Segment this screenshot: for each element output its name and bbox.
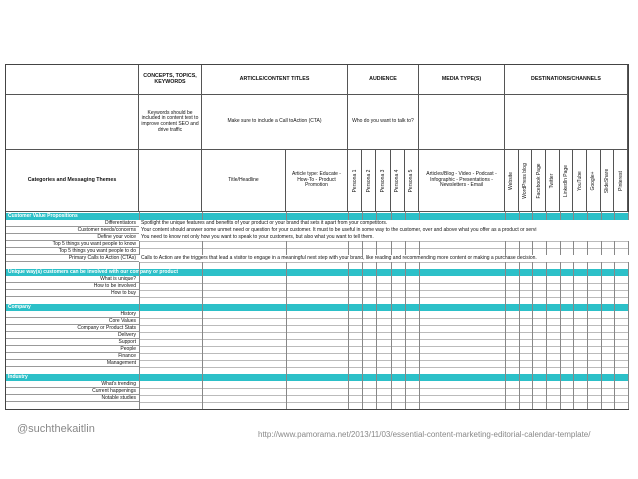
note-keywords: Keywords should be included in content text to improve content SEO and drive traffic bbox=[139, 95, 202, 150]
row-line bbox=[139, 395, 628, 396]
column-line bbox=[376, 212, 377, 409]
section-header: Company bbox=[6, 304, 628, 311]
article-type-header: Article type: Educate - How-To - Product Promotion bbox=[286, 150, 348, 212]
column-line bbox=[601, 212, 602, 409]
channel-header: Twitter bbox=[546, 150, 560, 212]
persona-header: Persona 1 bbox=[348, 150, 362, 212]
source-url[interactable]: http://www.pamorama.net/2013/11/03/essential-content-marketing-editorial-calendar-template/ bbox=[258, 430, 591, 439]
column-line bbox=[560, 212, 561, 409]
row-label: History bbox=[6, 311, 139, 318]
column-line bbox=[391, 212, 392, 409]
persona-header: Persona 3 bbox=[376, 150, 390, 212]
header-destinations: DESTINATIONS/CHANNELS bbox=[505, 65, 628, 95]
row-label: Company or Product Stats bbox=[6, 325, 139, 332]
note-cta: Make sure to include a Call toAction (CTA) bbox=[202, 95, 348, 150]
row-line bbox=[139, 241, 628, 242]
spreadsheet bbox=[5, 64, 629, 410]
persona-header: Persona 5 bbox=[405, 150, 419, 212]
row-line bbox=[139, 325, 628, 326]
header-audience: AUDIENCE bbox=[348, 65, 419, 95]
column-line bbox=[573, 212, 574, 409]
title-header: Title/Headline bbox=[202, 150, 286, 212]
channel-header: LinkedIn Page bbox=[560, 150, 574, 212]
persona-header: Persona 2 bbox=[362, 150, 376, 212]
media-types-header: Articles/Blog - Video - Podcast - Infographic - Presentations - Newsletters - Email bbox=[419, 150, 505, 212]
column-line bbox=[519, 212, 520, 409]
row-line bbox=[139, 353, 628, 354]
row-label: How to be involved bbox=[6, 283, 139, 290]
row-description: Calls to Action are the triggers that lead a visitor to engage in a meaningful next step with your brand, like reading and recommending more content or making a purchase decision. bbox=[139, 255, 630, 262]
column-line bbox=[505, 212, 506, 409]
row-line bbox=[139, 346, 628, 347]
section-header: Industry bbox=[6, 374, 628, 381]
row-line bbox=[139, 283, 628, 284]
row-label: Customer needs/concerns bbox=[6, 227, 139, 234]
row-label: Management bbox=[6, 360, 139, 367]
channel-header: Website bbox=[505, 150, 519, 212]
row-label: How to buy bbox=[6, 290, 139, 297]
section-header: Customer Value Propositions bbox=[6, 213, 628, 220]
column-line bbox=[546, 212, 547, 409]
row-label: People bbox=[6, 346, 139, 353]
channel-header: Google+ bbox=[587, 150, 601, 212]
column-line bbox=[139, 212, 140, 409]
column-line bbox=[348, 212, 349, 409]
row-label: Core Values bbox=[6, 318, 139, 325]
row-label: Notable studies bbox=[6, 395, 139, 402]
column-line bbox=[532, 212, 533, 409]
channel-header: Pinterest bbox=[614, 150, 628, 212]
section-header: Unique way(s) customers can be involved with our company or product bbox=[6, 269, 628, 276]
persona-header: Persona 4 bbox=[391, 150, 405, 212]
row-label: What is unique? bbox=[6, 276, 139, 283]
row-line bbox=[139, 248, 628, 249]
row-label: Primary Calls to Action (CTAs) bbox=[6, 255, 139, 262]
row-description: You need to know not only how you want to speak to your customers, but also what you want to tell them. bbox=[139, 234, 630, 241]
note-destinations bbox=[505, 95, 628, 150]
column-line bbox=[614, 212, 615, 409]
blank-note bbox=[6, 95, 139, 150]
header-media: MEDIA TYPE(S) bbox=[419, 65, 505, 95]
column-line bbox=[419, 212, 420, 409]
column-line bbox=[405, 212, 406, 409]
blank-sub bbox=[139, 150, 202, 212]
row-label: Top 5 things you want people to know bbox=[6, 241, 139, 248]
row-line bbox=[139, 297, 628, 298]
row-label: Delivery bbox=[6, 332, 139, 339]
row-label: Define your voice bbox=[6, 234, 139, 241]
channel-header: Facebook Page bbox=[532, 150, 546, 212]
row-label: Top 5 things you want people to do bbox=[6, 248, 139, 255]
row-line bbox=[139, 402, 628, 403]
note-media bbox=[419, 95, 505, 150]
header-article: ARTICLE/CONTENT TITLES bbox=[202, 65, 348, 95]
row-label: Differentiators bbox=[6, 220, 139, 227]
column-line bbox=[362, 212, 363, 409]
author-handle: @suchthekaitlin bbox=[17, 423, 95, 435]
row-label: What's trending bbox=[6, 381, 139, 388]
column-line bbox=[628, 212, 629, 409]
row-line bbox=[139, 367, 628, 368]
row-line bbox=[139, 388, 628, 389]
row-line bbox=[139, 332, 628, 333]
channel-header: YouTube bbox=[573, 150, 587, 212]
row-label: Finance bbox=[6, 353, 139, 360]
header-concepts: CONCEPTS, TOPICS, KEYWORDS bbox=[139, 65, 202, 95]
row-line bbox=[139, 339, 628, 340]
row-label: Support bbox=[6, 339, 139, 346]
column-line bbox=[587, 212, 588, 409]
channel-header: SlideShare bbox=[601, 150, 615, 212]
column-line bbox=[286, 212, 287, 409]
row-line bbox=[139, 290, 628, 291]
row-description: Your content should answer some unmet need or question for your customer. It must to be useful in some way to the customer, over and above what you offer as a product or servi bbox=[139, 227, 630, 234]
row-label: Current happenings bbox=[6, 388, 139, 395]
column-line bbox=[202, 212, 203, 409]
row-line bbox=[139, 318, 628, 319]
categories-header: Categories and Messaging Themes bbox=[6, 150, 139, 212]
row-line bbox=[139, 360, 628, 361]
blank-header bbox=[6, 65, 139, 95]
row-description: Spotlight the unique features and benefits of your product or your brand that sets it apart from your competitors. bbox=[139, 220, 630, 227]
note-audience: Who do you want to talk to? bbox=[348, 95, 419, 150]
channel-header: WordPress blog bbox=[519, 150, 533, 212]
row-line bbox=[139, 262, 628, 263]
